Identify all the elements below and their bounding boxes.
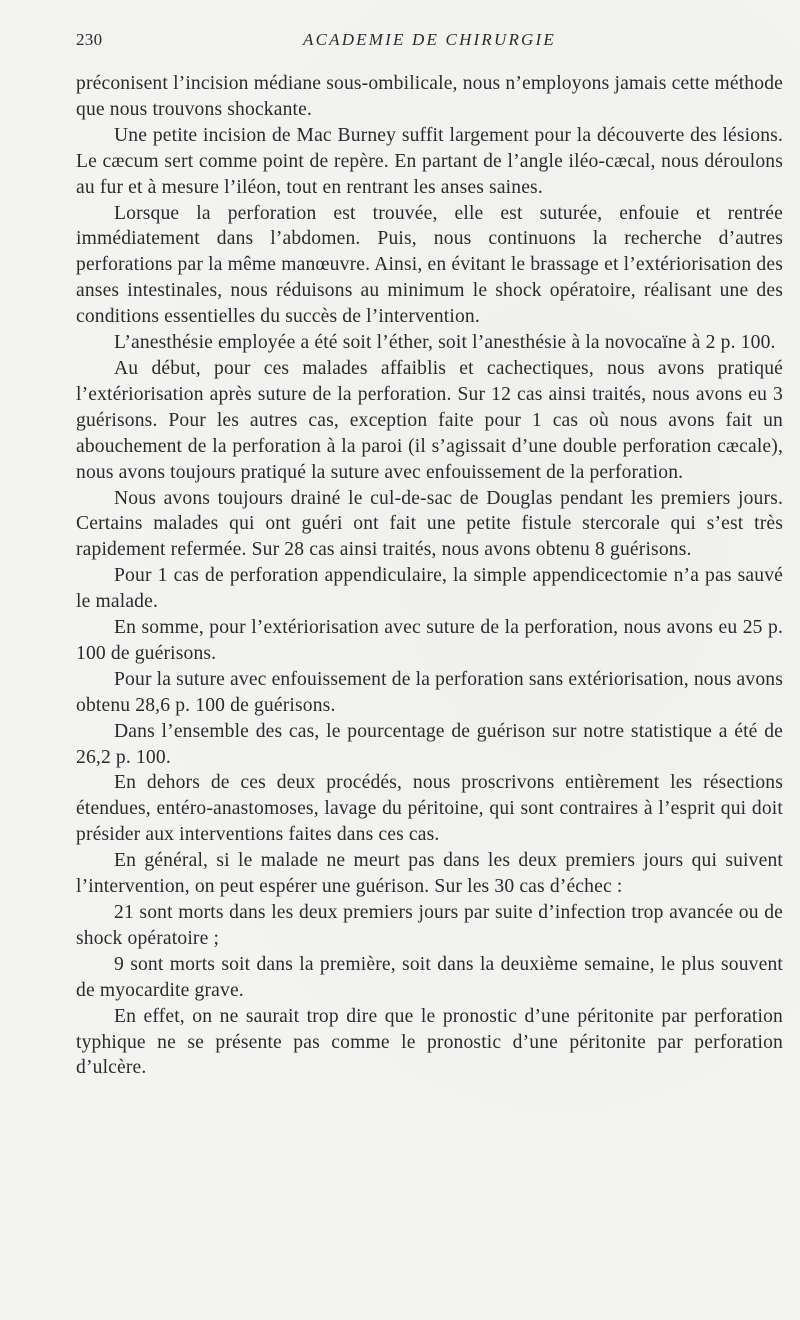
body-text [76, 71, 783, 1081]
paragraph-anesthesia: L’anesthésie employée a été soit l’éther, soit l’anesthésie à la novocaïne à 2 p. 100. [114, 332, 776, 354]
paragraph-drainage: Nous avons toujours drainé le cul-de-sac de Douglas pendant les premiers jours. Certains malades qui ont guéri ont fait une petite fistule stercorale qui s’est très rapidement refermée. Sur 28 cas ainsi traités, nous avons obtenu 8 guérisons. [76, 487, 783, 561]
page-number: 230 [76, 30, 103, 49]
paragraph-summary-exteriorisation: En somme, pour l’extériorisation avec suture de la perforation, nous avons eu 25 p. 100 de guérisons. [76, 617, 783, 664]
paragraph-failures-early: 21 sont morts dans les deux premiers jours par suite d’infection trop avancée ou de shock opératoire ; [76, 902, 783, 949]
paragraph-exteriorisation: Au début, pour ces malades affaiblis et cachectiques, nous avons pratiqué l’extériorisation après suture de la perforation. Sur 12 cas ainsi traités, nous avons eu 3 guérisons. Pour les autres cas, exception faite pour 1 cas où nous avons fait un abouchement de la perforation à la paroi (il s’agissait d’une double perforation cæcale), nous avons toujours pratiqué la suture avec enfouissement de la perforation. [76, 357, 783, 483]
paragraph-summary-suture: Pour la suture avec enfouissement de la perforation sans extériorisation, nous avons obtenu 28,6 p. 100 de guérisons. [76, 668, 783, 716]
paragraph-failures-intro: En général, si le malade ne meurt pas dans les deux premiers jours qui suivent l’intervention, on peut espérer une guérison. Sur les 30 cas d’échec : [76, 850, 783, 898]
paragraph-proscribed-procedures: En dehors de ces deux procédés, nous proscrivons entièrement les résections étendues, entéro-anastomoses, lavage du péritoine, qui sont contraires à l’esprit qui doit présider aux interventions faites dans ces cas. [76, 772, 783, 846]
paragraph-perforation-suture: Lorsque la perforation est trouvée, elle est suturée, enfouie et rentrée immédiatement dans l’abdomen. Puis, nous continuons la recherche d’autres perforations par la même manœuvre. Ainsi, en évitant le brassage et l’extériorisation des anses intestinales, nous réduisons au minimum le shock opératoire, réalisant une des conditions essentielles du succès de l’intervention. [76, 202, 783, 328]
paragraph-mac-burney-incision: Une petite incision de Mac Burney suffit largement pour la découverte des lésions. Le cæcum sert comme point de repère. En partant de l’angle iléo-cæcal, nous déroulons au fur et à mesure l’iléon, tout en rentrant les anses saines. [76, 124, 783, 198]
journal-title: ACADEMIE DE CHIRURGIE [303, 30, 556, 49]
running-header [76, 30, 783, 54]
paragraph-failures-late: 9 sont morts soit dans la première, soit dans la deuxième semaine, le plus souvent de myocardite grave. [76, 953, 783, 1001]
paragraph-prognosis: En effet, on ne saurait trop dire que le pronostic d’une péritonite par perforation typhique ne se présente pas comme le pronostic d’une péritonite par perforation d’ulcère. [76, 1005, 783, 1079]
paragraph-continuation: préconisent l’incision médiane sous-ombilicale, nous n’employons jamais cette méthode que nous trouvons shockante. [76, 73, 783, 120]
paragraph-appendicular: Pour 1 cas de perforation appendiculaire, la simple appendicectomie n’a pas sauvé le malade. [76, 565, 783, 613]
paragraph-overall-percentage: Dans l’ensemble des cas, le pourcentage de guérison sur notre statistique a été de 26,2 p. 100. [76, 720, 783, 768]
